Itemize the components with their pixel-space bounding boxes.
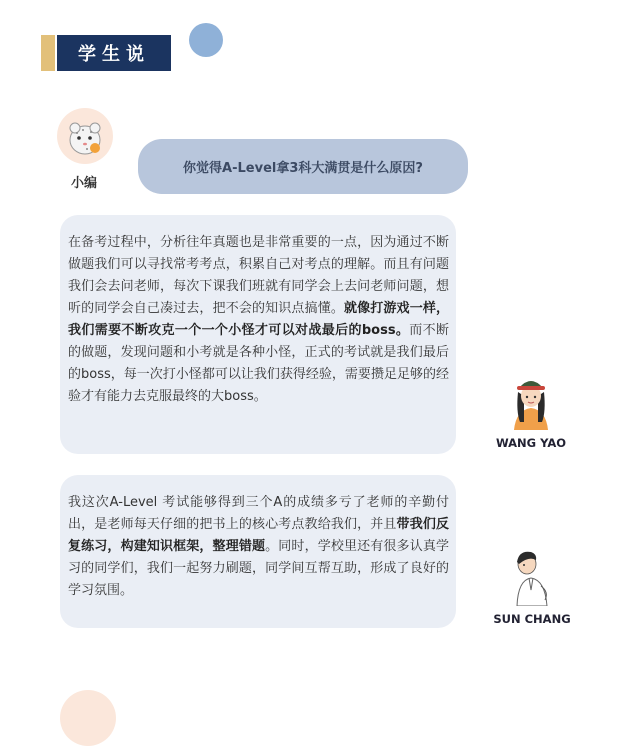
host-avatar (57, 108, 113, 164)
student-boy-icon (505, 546, 557, 606)
answer-text: 。同时，学校里还有很多认真学习的同学们，我们一起努力刷题，同学间互帮互助，形成了良好的学习氛围。 (68, 539, 449, 598)
answer-text: 我这次A-Level 考试能够得到三个A的成绩多亏了老师的辛勤付出，是老师每天仔细的把书上的核心考点教给我们，并且 (68, 495, 449, 532)
wang-yao-avatar (506, 372, 556, 430)
student-name: WANG YAO (495, 436, 567, 450)
student-girl-icon (506, 372, 556, 430)
answer-bubble-sun-chang (60, 475, 456, 628)
answer-highlight: 就像打游戏一样，我们需要不断攻克一个一个小怪才可以对战最后的boss。 (68, 301, 449, 338)
section-header (41, 35, 211, 75)
answer-text: 而不断的做题，发现问题和小考就是各种小怪，正式的考试就是我们最后的boss，每一次打小怪都可以让我们获得经验，需要攒足足够的经验才有能力去克服最终的大boss。 (68, 323, 449, 404)
sun-chang-avatar (505, 546, 557, 606)
answer-highlight: 带我们反复练习，构建知识框架，整理错题 (68, 517, 449, 554)
student-name: SUN CHANG (493, 612, 571, 626)
header-gold-bar (41, 35, 55, 71)
answer-text: 在备考过程中，分析往年真题也是非常重要的一点，因为通过不断做题我们可以寻找常考考点，积累自己对考点的理解。而且有问题我们会去问老师，每次下课我们班就有同学会上去问老师问题，想听的同学会自己凑过去，把不会的知识点搞懂。 (68, 235, 449, 316)
question-bubble: 你觉得A-Level拿3科大满贯是什么原因? (138, 139, 468, 194)
host-name: 小编 (70, 176, 97, 191)
header-circle-decoration (189, 23, 223, 57)
answer-bubble-wang-yao (60, 215, 456, 454)
section-title: 学生说 (57, 35, 171, 71)
snow-leopard-icon (57, 108, 113, 164)
next-avatar-partial (60, 690, 116, 746)
